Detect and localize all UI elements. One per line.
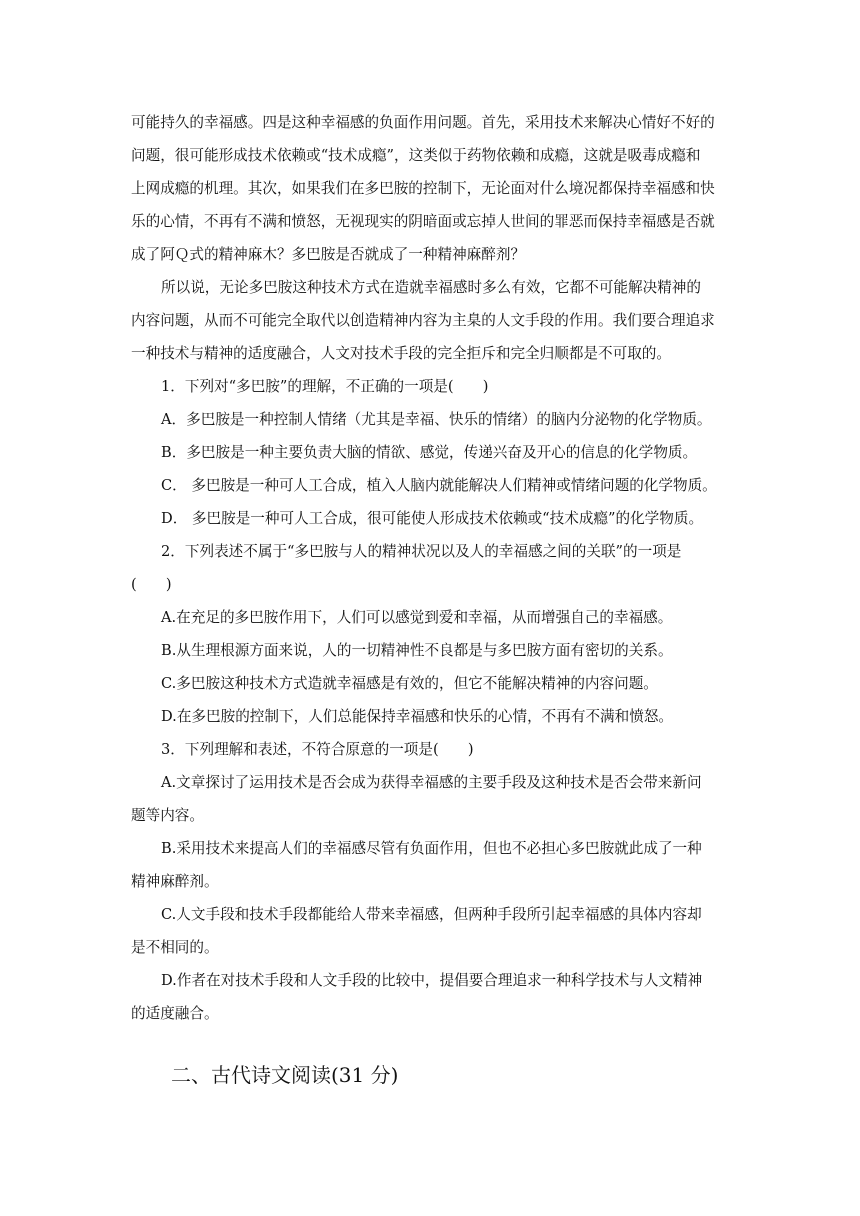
option-b-continued: 精神麻醉剂。	[131, 873, 219, 890]
passage-paragraph-1	[131, 106, 731, 271]
text-line: 问题，很可能形成技术依赖或“技术成瘾”，这类似于药物依赖和成瘾，这就是吸毒成瘾和	[131, 147, 701, 164]
option-c: C.多巴胺这种技术方式造就幸福感是有效的，但它不能解决精神的内容问题。	[161, 675, 658, 692]
option-b: B.采用技术来提高人们的幸福感尽管有负面作用，但也不必担心多巴胺就此成了一种	[161, 840, 702, 857]
option-a: A.在充足的多巴胺作用下，人们可以感觉到爱和幸福，从而增强自己的幸福感。	[161, 609, 673, 626]
option-b: B.从生理根源方面来说，人的一切精神性不良都是与多巴胺方面有密切的关系。	[161, 642, 673, 659]
text-line: 上网成瘾的机理。其次，如果我们在多巴胺的控制下，无论面对什么境况都保持幸福感和快	[131, 180, 715, 197]
option-a-continued: 题等内容。	[131, 807, 204, 824]
question-2	[131, 535, 731, 733]
text-line: 成了阿Ｑ式的精神麻木？多巴胺是否就成了一种精神麻醉剂？	[131, 246, 526, 263]
text-line: 一种技术与精神的适度融合，人文对技术手段的完全拒斥和完全归顺都是不可取的。	[131, 345, 671, 362]
option-d: D.在多巴胺的控制下，人们总能保持幸福感和快乐的心情，不再有不满和愤怒。	[161, 708, 674, 725]
question-3	[131, 733, 731, 1030]
section-heading: 二、古代诗文阅读(31 分)	[171, 1063, 399, 1087]
option-c: C． 多巴胺是一种可人工合成，植入人脑内就能解决人们精神或情绪问题的化学物质。	[161, 477, 717, 494]
option-d: D． 多巴胺是一种可人工合成，很可能使人形成技术依赖或“技术成瘾”的化学物质。	[161, 510, 704, 527]
question-stem: 1．下列对“多巴胺”的理解，不正确的一项是( )	[161, 378, 489, 395]
option-a: A．多巴胺是一种控制人情绪（尤其是幸福、快乐的情绪）的脑内分泌物的化学物质。	[161, 411, 712, 428]
text-line: 可能持久的幸福感。四是这种幸福感的负面作用问题。首先，采用技术来解决心情好不好的	[131, 114, 715, 131]
option-b: B．多巴胺是一种主要负责大脑的情欲、感觉，传递兴奋及开心的信息的化学物质。	[161, 444, 698, 461]
option-c: C.人文手段和技术手段都能给人带来幸福感，但两种手段所引起幸福感的具体内容却	[161, 906, 702, 923]
question-stem: 3．下列理解和表述，不符合原意的一项是( )	[161, 741, 474, 758]
text-line: 内容问题，从而不可能完全取代以创造精神内容为主臬的人文手段的作用。我们要合理追求	[131, 312, 715, 329]
question-1	[131, 370, 731, 535]
text-line: 所以说，无论多巴胺这种技术方式在造就幸福感时多么有效，它都不可能解决精神的	[161, 279, 701, 296]
option-c-continued: 是不相同的。	[131, 939, 219, 956]
option-d-continued: 的适度融合。	[131, 1005, 219, 1022]
answer-blank: ( )	[131, 576, 172, 593]
option-a: A.文章探讨了运用技术是否会成为获得幸福感的主要手段及这种技术是否会带来新问	[161, 774, 702, 791]
option-d: D.作者在对技术手段和人文手段的比较中，提倡要合理追求一种科学技术与人文精神	[161, 972, 703, 989]
passage-paragraph-2	[131, 271, 731, 370]
text-line: 乐的心情，不再有不满和愤怒，无视现实的阴暗面或忘掉人世间的罪恶而保持幸福感是否就	[131, 213, 715, 230]
question-stem: 2．下列表述不属于“多巴胺与人的精神状况以及人的幸福感之间的关联”的一项是	[161, 543, 682, 560]
document-body	[131, 106, 731, 1030]
